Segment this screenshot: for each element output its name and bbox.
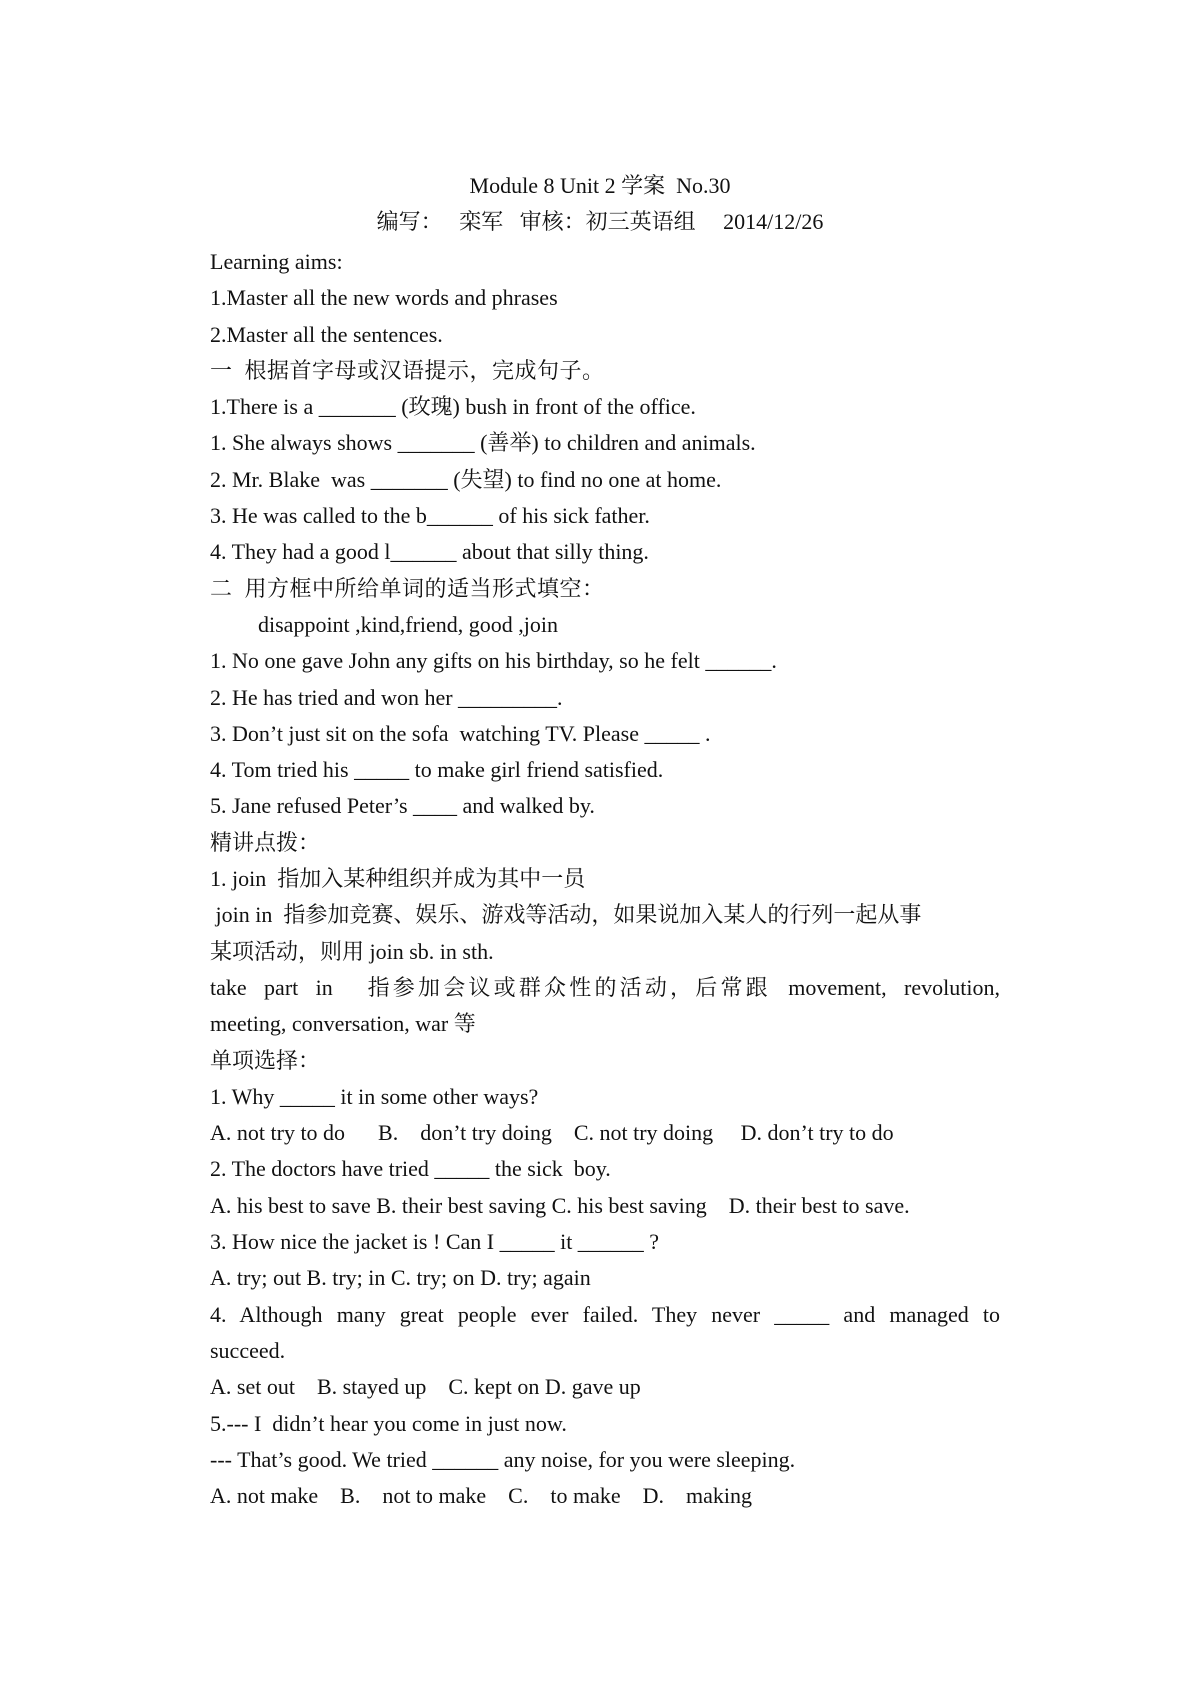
note-join-in-cont: 某项活动，则用 join sb. in sth.: [210, 938, 494, 964]
mcq-heading: 单项选择：: [210, 1047, 321, 1073]
section1-heading: 一 根据首字母或汉语提示，完成句子。: [210, 357, 605, 383]
section2-item: 2. He has tried and won her _________.: [210, 684, 563, 710]
mcq-options-2: A. his best to save B. their best saving C. his best saving D. their best to save.: [210, 1192, 910, 1218]
aims-heading: Learning aims:: [210, 249, 343, 274]
document-body: [210, 244, 1000, 1514]
aim-item: 1.Master all the new words and phrases: [210, 285, 558, 311]
aim-item: 2.Master all the sentences.: [210, 321, 443, 347]
mcq-options-5: A. not make B. not to make C. to make D. making: [210, 1483, 752, 1509]
mcq-question-5: 5.--- I didn’t hear you come in just now.: [210, 1410, 567, 1436]
section2-heading: 二 用方框中所给单词的适当形式填空：: [210, 575, 605, 601]
word-box: disappoint ,kind,friend, good ,join: [258, 611, 559, 637]
section1-item: 3. He was called to the b______ of his sick father.: [210, 503, 650, 529]
section1-item: 1. She always shows _______ (善举) to children and animals.: [210, 430, 756, 456]
mcq-question-2: 2. The doctors have tried _____ the sick boy.: [210, 1156, 611, 1182]
section2-item: 4. Tom tried his _____ to make girl friend satisfied.: [210, 757, 664, 783]
section1-item: 4. They had a good l______ about that silly thing.: [210, 539, 649, 565]
note-join: 1. join 指加入某种组织并成为其中一员: [210, 866, 586, 892]
mcq-question-4: 4. Although many great people ever failed. They never _____ and managed to: [210, 1301, 1000, 1327]
mcq-options-4: A. set out B. stayed up C. kept on D. gave up: [210, 1374, 641, 1400]
note-take-part-in: take part in 指参加会议或群众性的活动，后常跟 movement, revolution,: [210, 974, 1000, 1000]
mcq-question-1: 1. Why _____ it in some other ways?: [210, 1083, 539, 1109]
note-take-part-in-cont: meeting, conversation, war 等: [210, 1011, 476, 1037]
section2-item: 3. Don’t just sit on the sofa watching TV. Please _____ .: [210, 720, 711, 746]
mcq-question-3: 3. How nice the jacket is ! Can I _____ it ______ ?: [210, 1229, 660, 1255]
section2-item: 1. No one gave John any gifts on his birthday, so he felt ______.: [210, 648, 777, 674]
note-join-in: join in 指参加竞赛、娱乐、游戏等活动，如果说加入某人的行列一起从事: [210, 902, 922, 928]
document-byline: 编写： 栾军 审核：初三英语组 2014/12/26: [376, 209, 824, 234]
section1-item: 2. Mr. Blake was _______ (失望) to find no one at home.: [210, 466, 722, 492]
mcq-options-1: A. not try to do B. don’t try doing C. not try doing D. don’t try to do: [210, 1120, 894, 1146]
mcq-question-4-cont: succeed.: [210, 1337, 286, 1363]
notes-heading: 精讲点拨：: [210, 829, 321, 855]
section2-item: 5. Jane refused Peter’s ____ and walked by.: [210, 793, 595, 819]
mcq-question-5-reply: --- That’s good. We tried ______ any noise, for you were sleeping.: [210, 1446, 796, 1472]
mcq-options-3: A. try; out B. try; in C. try; on D. try; again: [210, 1265, 591, 1291]
title-block: [0, 168, 1200, 240]
section1-item: 1.There is a _______ (玫瑰) bush in front of the office.: [210, 394, 696, 420]
document-title: Module 8 Unit 2 学案 No.30: [469, 173, 731, 198]
